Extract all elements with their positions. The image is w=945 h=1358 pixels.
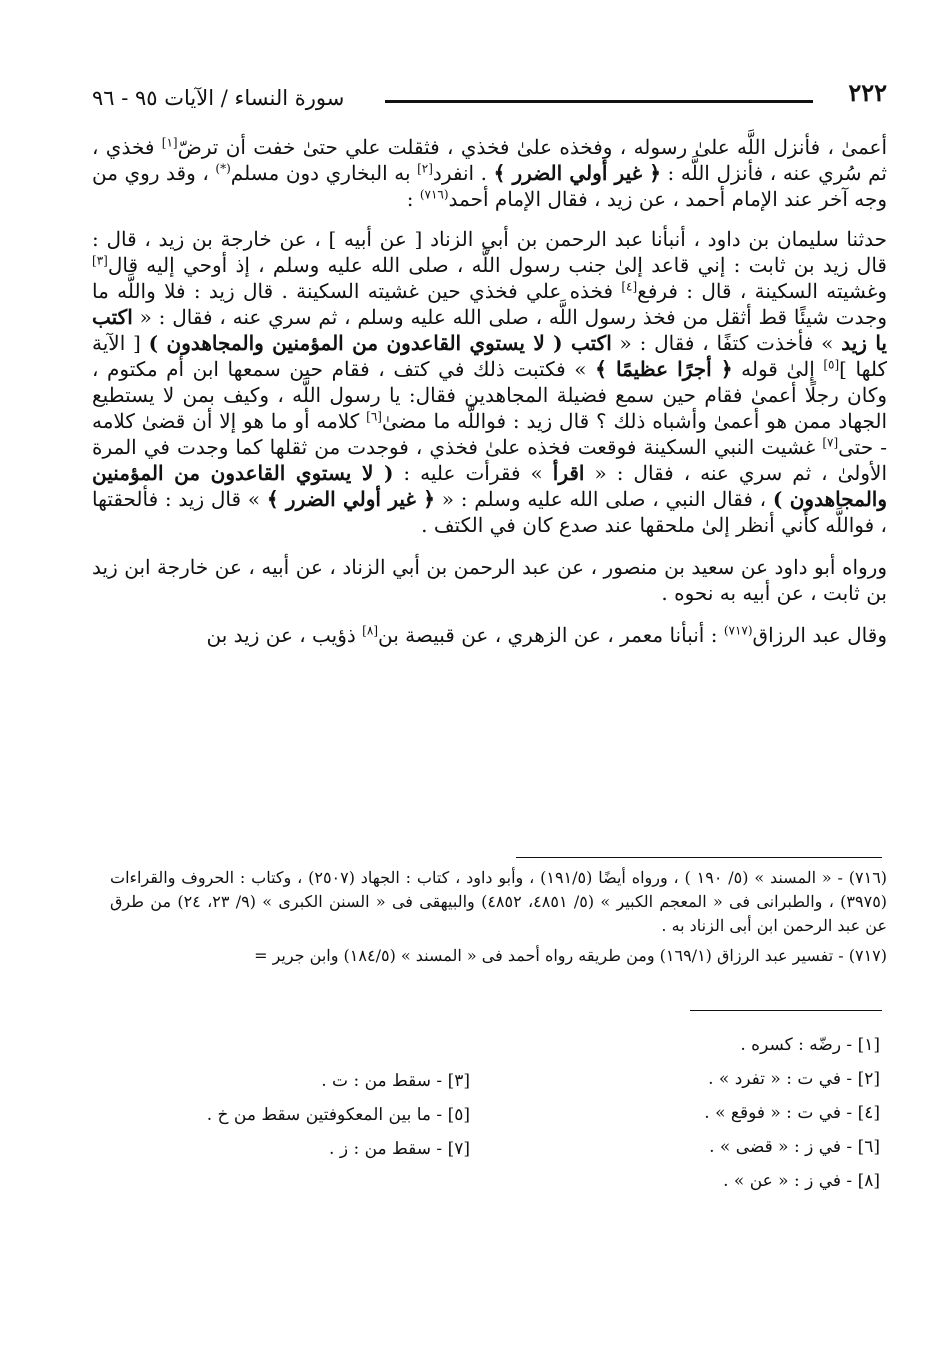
footnotes xyxy=(110,866,887,968)
emphasized-text: اكتب ( لا يستوي القاعدون من المؤمنين والمجاهدون ) xyxy=(148,331,612,355)
paragraph-2 xyxy=(92,226,887,538)
page-header xyxy=(92,78,887,118)
text-run: فخذي ، ثم سُري عنه ، فأنزل اللَّه : xyxy=(92,135,887,185)
page-number: ٢٢٢ xyxy=(848,78,887,107)
footnote-716: (٧١٦) - « المسند » (٥/ ١٩٠ ) ، ورواه أيضًا (١٩١/٥) ، وأبو داود ، كتاب : الجهاد (٢٥٠٧) ، وكتاب : الحروف والقراءات (٣٩٧٥) ، والطبرانى فى « المعجم الكبير » (٥/ ٤٨٥١، ٤٨٥٢) والبيهقى فى « السنن الكبرى » (٩/ ٢٣، ٢٤) من طرق عن عبد الرحمن ابن أبى الزناد به . xyxy=(110,868,888,935)
note-marker: [١] xyxy=(161,135,178,150)
emphasized-text: ﴿ غير أولي الضرر ﴾ xyxy=(266,487,435,511)
text-run: » فكتبت ذلك في كتف ، فقام حين سمعها ابن أم مكتوم ، وكان رجلًا أعمىٰ فقام حين سمع فضيلة المجاهدين فقال: يا رسول اللَّه ، وكيف بمن لا يستطيع الجهاد ممن هو أعمىٰ وأشباه ذلك ؟ قال زيد : فواللَّه ما مضىٰ xyxy=(92,357,887,433)
text-run: [ الآية كلها ] xyxy=(92,331,887,381)
footnotes-rule xyxy=(516,857,882,858)
main-text xyxy=(92,134,887,648)
note-marker: (*) xyxy=(215,161,231,176)
paragraph-1 xyxy=(92,134,887,212)
text-run: ، وقد روي من وجه آخر عند الإمام أحمد ، عن زيد ، فقال الإمام أحمد xyxy=(92,161,887,211)
running-title: سورة النساء / الآيات ٩٥ - ٩٦ xyxy=(92,86,345,110)
variant-note: [٧] - سقط من : ز . xyxy=(329,1139,470,1159)
note-marker: [٥] xyxy=(823,357,840,372)
text-run: أعمىٰ ، فأنزل اللَّه علىٰ رسوله ، وفخذه علىٰ فخذي ، فثقلت علي حتىٰ خفت أن ترضّ xyxy=(177,135,888,159)
header-rule xyxy=(385,100,813,103)
text-run: إلىٰ قوله xyxy=(732,357,824,381)
text-run: به البخاري دون مسلم xyxy=(230,161,418,185)
text-run: » فقرأت عليه : xyxy=(393,461,553,485)
note-marker: [٦] xyxy=(366,409,382,424)
variant-note: [٤] - في ت : « فوقع » . xyxy=(704,1103,880,1123)
note-marker: [٤] xyxy=(621,279,638,294)
textual-variants xyxy=(150,1028,880,1198)
text-run: حدثنا سليمان بن داود ، أنبأنا عبد الرحمن بن أبي الزناد [ عن أبيه ] ، عن خارجة بن زيد ، قال : قال زيد بن ثابت : إني قاعد إلىٰ جنب رسول اللَّه ، صلى الله عليه وسلم ، إذ أوحي إليه قال xyxy=(92,227,887,277)
emphasized-text: اكتب يا زيد xyxy=(92,305,887,355)
note-marker: (٧١٦) xyxy=(419,187,449,202)
note-marker: [٨] xyxy=(362,623,378,638)
variant-note: [٢] - في ت : « تفرد » . xyxy=(708,1069,880,1089)
text-run: ، فقال النبي ، صلى الله عليه وسلم : « xyxy=(434,487,773,511)
note-marker: [٧] xyxy=(822,435,839,450)
emphasized-text: اقرأ xyxy=(552,461,585,485)
paragraph-4 xyxy=(92,622,887,648)
note-marker: [٢] xyxy=(417,161,433,176)
note-marker: (٧١٧) xyxy=(723,623,753,638)
text-run: » فأخذت كتفًا ، فقال : « xyxy=(611,331,842,355)
text-run: فخذه علي فخذي حين غشيته السكينة . قال زيد : فلا واللَّه ما وجدت شيئًا قط أثقل من فخذ رسول اللَّه ، صلى الله عليه وسلم ، ثم سري عنه ، فقال : « xyxy=(92,279,887,329)
text-run: وقال عبد الرزاق xyxy=(752,623,887,647)
variant-note: [٥] - ما بين المعكوفتين سقط من خ . xyxy=(206,1105,470,1125)
text-run: . انفرد xyxy=(432,161,494,185)
variants-column-left xyxy=(140,1064,470,1166)
emphasized-text: ﴿ غير أولي الضرر ﴾ xyxy=(493,161,661,185)
emphasized-text: ( لا يستوي القاعدون من المؤمنين والمجاهدون ) xyxy=(92,461,888,511)
footnote-717: (٧١٧) - تفسير عبد الرزاق (١٦٩/١) ومن طريقه رواه أحمد فى « المسند » (١٨٤/٥) وابن جرير = xyxy=(254,946,887,965)
text-run: ورواه أبو داود عن سعيد بن منصور ، عن عبد الرحمن بن أبي الزناد ، عن أبيه ، عن خارجة ابن زيد بن ثابت ، عن أبيه به نحوه . xyxy=(92,555,887,605)
variants-column-right xyxy=(550,1028,880,1198)
text-run: غشيت النبي السكينة فوقعت فخذه علىٰ فخذي ، فوجدت من ثقلها كما وجدت في المرة الأولىٰ ، ثم سري عنه ، فقال : « xyxy=(92,435,887,485)
variants-rule xyxy=(690,1010,882,1011)
variant-note: [٣] - سقط من : ت . xyxy=(321,1071,470,1091)
text-run: : xyxy=(406,187,420,211)
variant-note: [٨] - في ز : « عن » . xyxy=(723,1171,880,1191)
variant-note: [١] - رضّه : كسره . xyxy=(740,1035,880,1055)
text-run: : أنبأنا معمر ، عن الزهري ، عن قبيصة بن xyxy=(378,623,724,647)
paragraph-3 xyxy=(92,554,887,606)
text-run: كلامه أو ما هو إلا أن قضىٰ كلامه - حتى xyxy=(92,409,887,459)
text-run: ذؤيب ، عن زيد بن xyxy=(206,623,363,647)
variant-note: [٦] - في ز : « قضى » . xyxy=(709,1137,880,1157)
emphasized-text: ﴿ أجرًا عظيمًا ﴾ xyxy=(595,357,733,381)
text-run: » قال زيد : فألحقتها ، فواللَّه كأني أنظر إلىٰ ملحقها عند صدع كان في الكتف . xyxy=(92,487,887,537)
text-run: وغشيته السكينة ، قال : فرفع xyxy=(637,279,887,303)
note-marker: [٣] xyxy=(92,253,108,268)
